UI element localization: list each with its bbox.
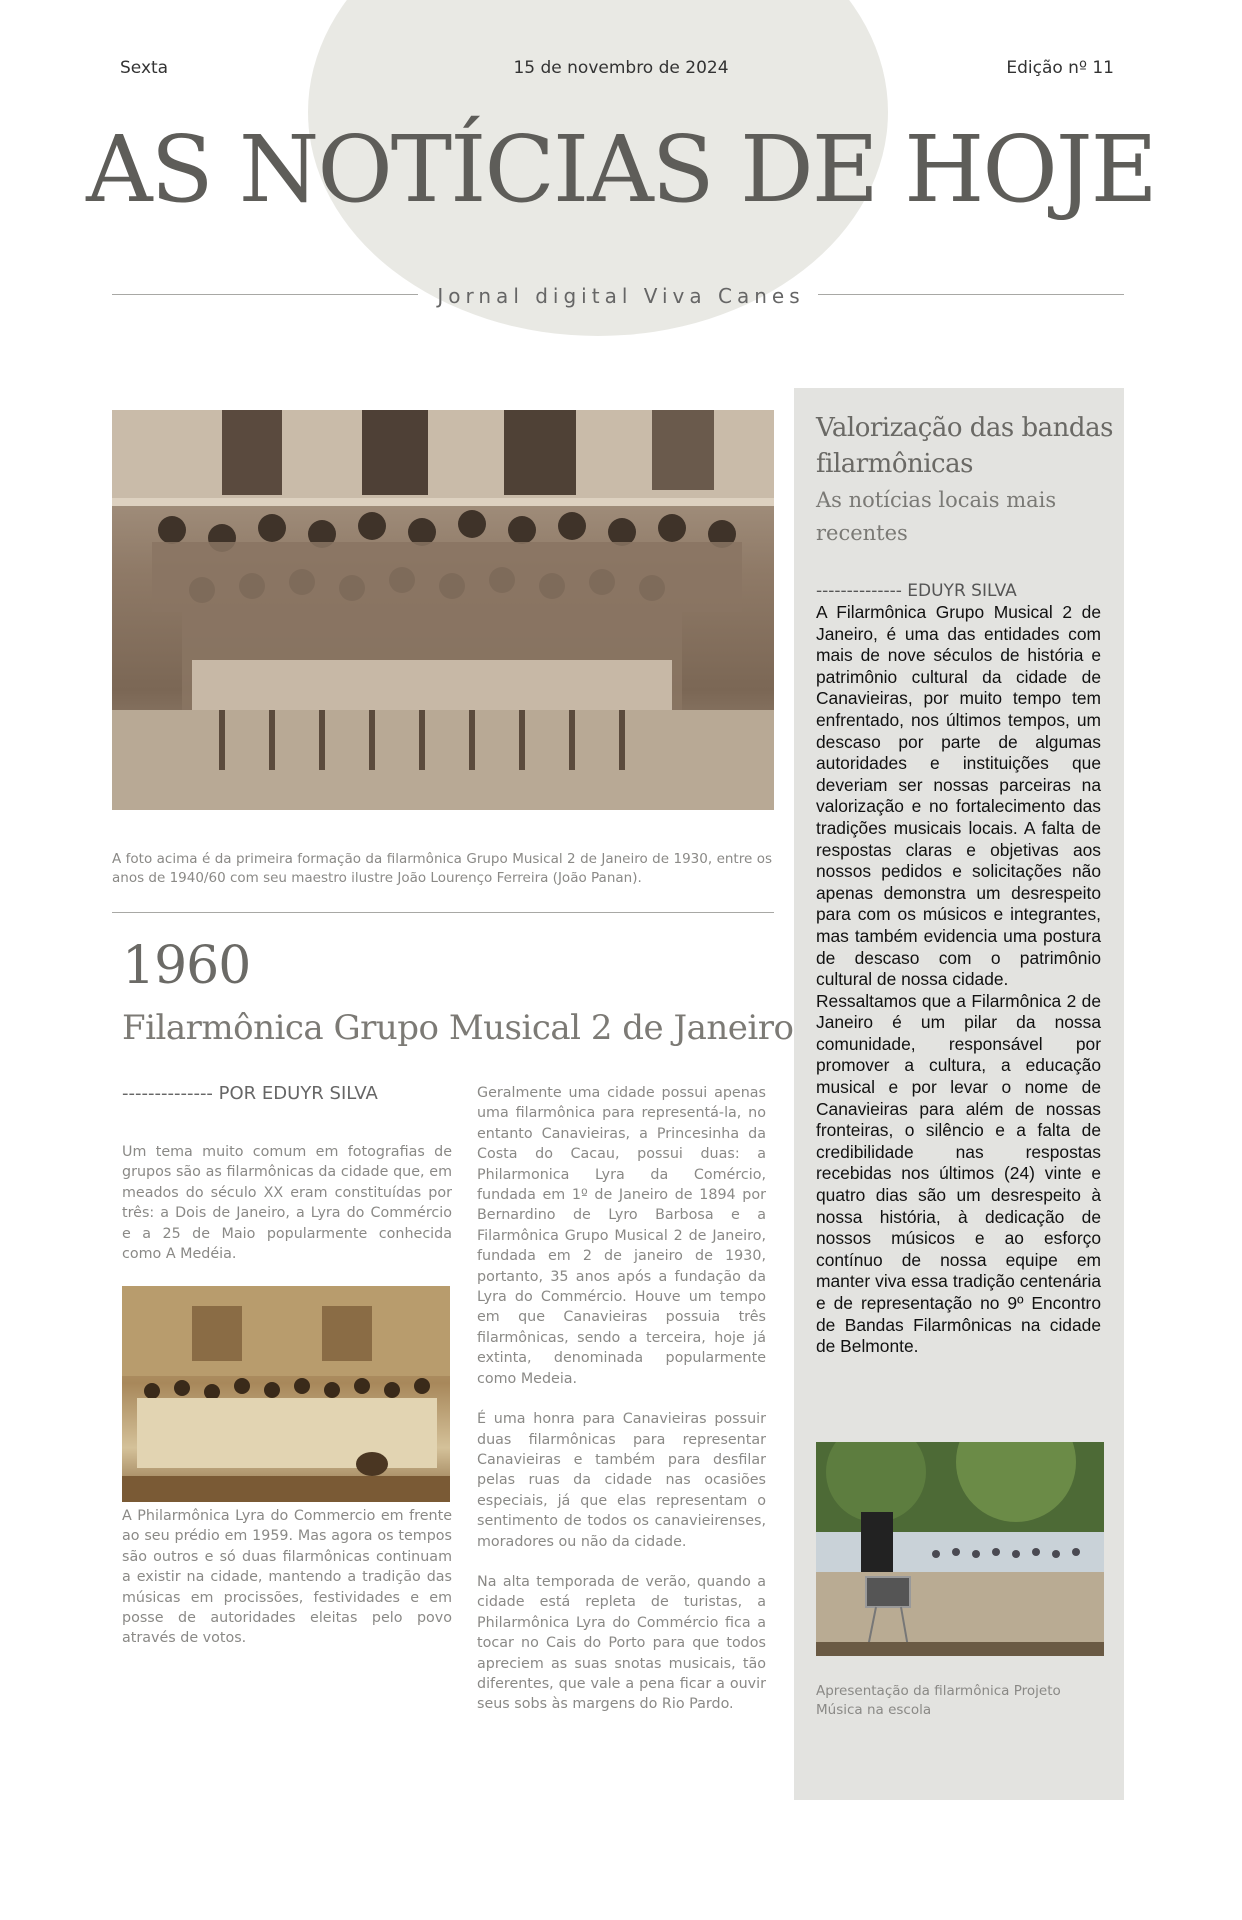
subtitle-rule-right: [818, 294, 1124, 295]
article-paragraph: Geralmente uma cidade possui apenas uma filarmônica para representá-la, no entanto Canavieiras, a Princesinha da Costa do Cacau, possui duas: a Philarmonica Lyra da Comércio, fundada em 1º de Janeiro de 1894 por Bernardino de Lyro Barbosa e a Filarmônica Grupo Musical 2 de Janeiro, fundada em 2 de janeiro de 1930, portanto, 35 anos após a fundação da Lyra do Commércio. Houve um tempo em que Canavieiras possuia três filarmônicas, sendo a terceira, hoje já extinta, denominada popularmente como Medeia.: [477, 1085, 766, 1387]
article-column-right: [477, 1083, 766, 1715]
issue-date: 15 de novembro de 2024: [513, 58, 729, 78]
article-year-heading: 1960: [122, 936, 251, 996]
article-paragraph: A Philarmônica Lyra do Commercio em frente ao seu prédio em 1959. Mas agora os tempos são outros e só duas filarmônicas continuam a existir na cidade, mantendo a tradição das músicas em procissões, festividades e em posse de autoridades eleitas pelo povo através de votos.: [122, 1508, 452, 1647]
issue-day: Sexta: [120, 58, 169, 78]
lyra-commercio-photo-1959: [122, 1286, 450, 1502]
main-photo-caption: A foto acima é da primeira formação da filarmônica Grupo Musical 2 de Janeiro de 1930, entre os anos de 1940/60 com seu maestro ilustre João Lourenço Ferreira (João Panan).: [112, 851, 772, 886]
school-music-photo: [816, 1442, 1104, 1656]
masthead-subtitle: Jornal digital Viva Canes: [437, 284, 805, 308]
article-paragraph: É uma honra para Canavieiras possuir duas filarmônicas para representar Canavieiras e também para desfilar pelas ruas da cidade nas ocasiões especiais, já que elas representam o sentimento de todos os canavieirenses, moradores ou não da cidade.: [477, 1411, 766, 1550]
section-divider: [112, 912, 774, 913]
article-column-left-top: [122, 1142, 452, 1264]
article-column-left-bottom: [122, 1506, 452, 1649]
sidebar-subtitle: As notícias locais mais recentes: [816, 488, 1057, 545]
issue-edition: Edição nº 11: [1006, 58, 1114, 78]
school-photo-caption: Apresentação da filarmônica Projeto Música na escola: [816, 1683, 1061, 1718]
article-paragraph: Na alta temporada de verão, quando a cidade está repleta de turistas, a Philarmônica Lyra do Commércio fica a tocar no Cais do Porto para que todos apreciem as suas snotas musicais, tão diferentes, que vale a pena ficar a ouvir seus sobs às margens do Rio Pardo.: [477, 1573, 766, 1713]
sidebar-byline: -------------- EDUYR SILVA: [816, 581, 1017, 601]
article-title: Filarmônica Grupo Musical 2 de Janeiro: [122, 1008, 794, 1048]
main-photo-filarmonica-1930: [112, 410, 774, 810]
sidebar-paragraph: A Filarmônica Grupo Musical 2 de Janeiro, é uma das entidades com mais de nove séculos de história e patrimônio cultural da cidade de Canavieiras, por muito tempo tem enfrentado, nos últimos tempos, um descaso por parte de algumas autoridades e instituições que deveriam ser nossas parceiras na valorização e no fortalecimento das tradições musicais locais. A falta de respostas claras e objetivas aos nossos pedidos e solicitações não apenas demonstra um desrespeito para com os músicos e integrantes, mas também evidencia uma postura de descaso com o patrimônio cultural de nossa cidade.: [816, 602, 1101, 990]
article-paragraph: Um tema muito comum em fotografias de grupos são as filarmônicas da cidade que, em meados do século XX eram constituídas por três: a Dois de Janeiro, a Lyra do Commércio e a 25 de Maio popularmente conhecida como A Medéia.: [122, 1144, 452, 1263]
masthead-title: AS NOTÍCIAS DE HOJE: [86, 116, 1156, 223]
sidebar-body: [816, 602, 1101, 1358]
article-byline: -------------- POR EDUYR SILVA: [122, 1083, 378, 1104]
sidebar-paragraph: Ressaltamos que a Filarmônica 2 de Janeiro é um pilar da nossa comunidade, responsável por promover a cultura, a educação musical e por levar o nome de Canavieiras para além de nossas fronteiras, o silêncio e a falta de credibilidade nas respostas recebidas nos últimos (24) vinte e quatro dias são um desrespeito à nossa história, à dedicação de nossos músicos e ao esforço contínuo de nossa equipe em manter viva essa tradição centenária e de representação no 9º Encontro de Bandas Filarmônicas na cidade de Belmonte.: [816, 990, 1101, 1357]
sidebar-title: Valorização das bandas filarmônicas: [816, 413, 1113, 479]
